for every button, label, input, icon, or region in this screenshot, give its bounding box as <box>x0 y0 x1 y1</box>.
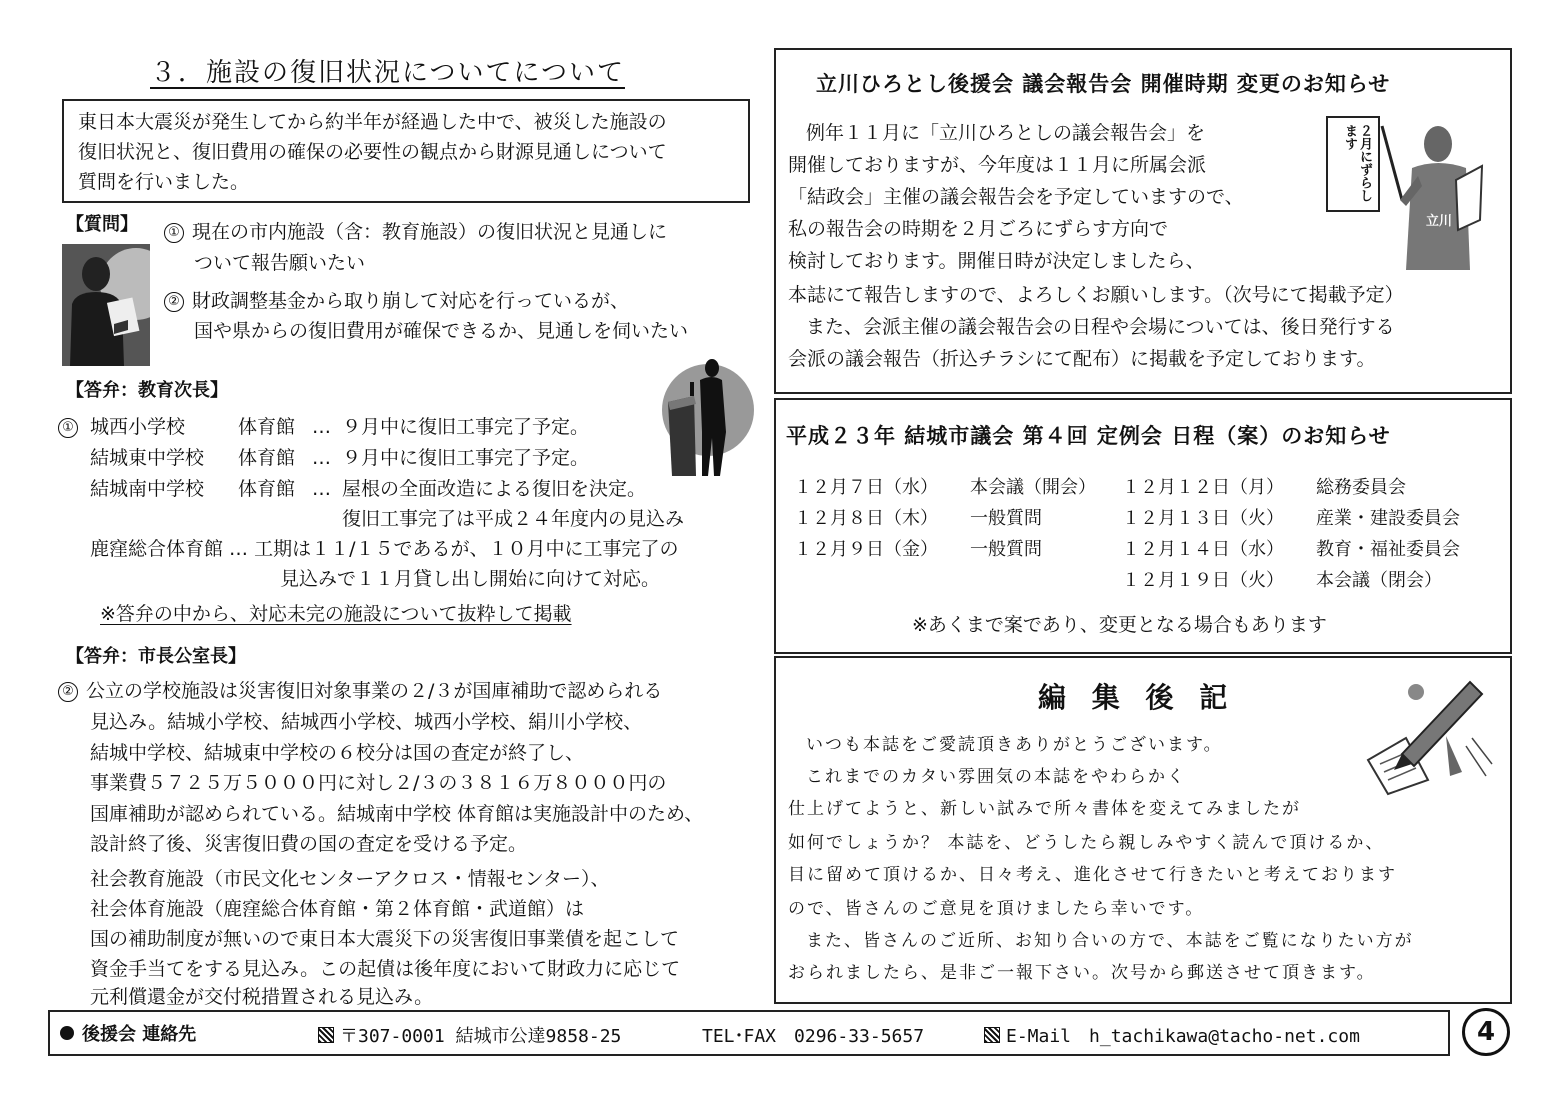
answer1-text: ９月中に復旧工事完了予定。 <box>342 447 590 469</box>
schedule-table <box>794 470 1460 594</box>
answer1-row <box>58 416 86 438</box>
answer1-text: 鹿窪総合体育館 … 工期は１１/１５であるが、１０月中に工事完了の <box>90 538 679 560</box>
presenter-figure-illustration <box>1374 120 1484 278</box>
editorial-line: 如何でしょうか？ 本誌を、どうしたら親しみやすく読んで頂けるか、 <box>788 833 1385 853</box>
answer2-text: 国の補助制度が無いので東日本大震災下の災害復旧事業債を起こして <box>90 928 680 950</box>
editorial-line: 目に留めて頂けるか、日々考え、進化させて行きたいと考えております <box>788 865 1398 885</box>
table-row <box>794 501 1460 532</box>
answer-number: ② <box>58 682 78 702</box>
speaker-podium-illustration <box>660 352 760 480</box>
intro-line: 復旧状況と、復旧費用の確保の必要性の観点から財源見通しについて <box>78 141 667 163</box>
notice-box <box>774 48 1512 394</box>
schedule-date: １２月１３日（火） <box>1122 507 1284 529</box>
answer2-text: 資金手当てをする見込み。この起債は後年度において財政力に応じて <box>90 958 681 980</box>
schedule-event: 一般質問 <box>970 507 1042 529</box>
schedule-title: 平成２３年 結城市議会 第４回 定例会 日程（案）のお知らせ <box>786 424 1391 448</box>
answer1-sep: … <box>312 447 331 469</box>
answer2-text: 公立の学校施設は災害復旧対象事業の２/３が国庫補助で認められる <box>86 680 663 702</box>
notice-line: 例年１１月に「立川ひろとしの議会報告会」を <box>806 122 1206 144</box>
answer2-text: 社会体育施設（鹿窪総合体育館・第２体育館・武道館）は <box>90 898 585 920</box>
editorial-line: また、皆さんのご近所、お知り合いの方で、本誌をご覧になりたい方が <box>806 931 1414 951</box>
answer1-school: 結城南中学校 <box>90 478 205 500</box>
schedule-event: 本会議（閉会） <box>1316 569 1442 591</box>
schedule-event: 一般質問 <box>970 538 1042 560</box>
notice-line: 開催しておりますが、今年度は１１月に所属会派 <box>788 154 1207 176</box>
question-number: ② <box>164 292 184 312</box>
answer2-text: 事業費５７２５万５０００円に対し２/３の３８１６万８０００円の <box>90 772 667 794</box>
table-row <box>794 470 1460 501</box>
notice-line: 本誌にて報告しますので、よろしくお願いします。（次号にて掲載予定） <box>788 284 1404 306</box>
answer2-text: 国庫補助が認められている。結城南中学校 体育館は実施設計中のため、 <box>90 803 704 825</box>
answer2-row <box>58 680 662 702</box>
sign-text: ２月にずらします <box>1342 124 1372 202</box>
answer1-label: 【答弁：教育次長】 <box>66 380 228 401</box>
answer1-school: 城西小学校 <box>90 416 186 438</box>
notice-line: 会派の議会報告（折込チラシにて配布）に掲載を予定しております。 <box>788 348 1376 370</box>
schedule-event: 産業・建設委員会 <box>1316 507 1460 529</box>
schedule-event <box>970 563 1122 594</box>
intro-box <box>62 99 750 203</box>
question-1 <box>164 221 667 243</box>
schedule-date: １２月１２日（月） <box>1122 476 1284 498</box>
question-number: ① <box>164 223 184 243</box>
footer-email[interactable]: E-Mail h_tachikawa@tacho-net.com <box>1006 1026 1360 1047</box>
schedule-event: 教育・福祉委員会 <box>1316 538 1460 560</box>
footer-email-wrap <box>984 1022 1360 1048</box>
schedule-note: ※あくまで案であり、変更となる場合もあります <box>912 614 1327 636</box>
editorial-box <box>774 656 1512 1004</box>
schedule-event: 本会議（開会） <box>970 476 1096 498</box>
notice-title: 立川ひろとし後援会 議会報告会 開催時期 変更のお知らせ <box>816 72 1391 96</box>
answer2-text: 設計終了後、災害復旧費の国の査定を受ける予定。 <box>90 833 528 855</box>
answer1-school: 結城東中学校 <box>90 447 205 469</box>
section-title: ３．施設の復旧状況についてについて <box>150 58 625 88</box>
question-text: 財政調整基金から取り崩して対応を行っているが、 <box>192 290 630 312</box>
answer1-sep: … <box>312 416 331 438</box>
figure-label: 立川 <box>1426 214 1453 229</box>
schedule-date: １２月１９日（火） <box>1122 569 1284 591</box>
hatched-square-icon <box>984 1027 1000 1043</box>
table-row <box>794 563 1460 594</box>
answer1-text: 見込みで１１月貸し出し開始に向けて対応。 <box>280 568 661 590</box>
answer2-label: 【答弁：市長公室長】 <box>66 646 246 667</box>
notice-line: また、会派主催の議会報告会の日程や会場については、後日発行する <box>806 316 1395 338</box>
footer-telfax: TEL･FAX 0296-33-5657 <box>702 1026 925 1047</box>
question-label: 【質問】 <box>66 214 138 235</box>
answer2-text: 結城中学校、結城東中学校の６校分は国の査定が終了し、 <box>90 742 585 764</box>
schedule-date: １２月９日（金） <box>794 538 938 560</box>
answer1-facility: 体育館 <box>238 478 296 500</box>
answer2-text: 社会教育施設（市民文化センターアクロス・情報センター）、 <box>90 868 610 890</box>
answer1-text: 復旧工事完了は平成２４年度内の見込み <box>342 508 685 530</box>
running-pen-illustration <box>1354 676 1494 796</box>
question-text: ついて報告願いたい <box>194 252 366 274</box>
editorial-line: いつも本誌をご愛読頂きありがとうございます。 <box>806 735 1223 755</box>
sign-board <box>1326 116 1380 212</box>
footer-postal-wrap <box>318 1022 621 1048</box>
intro-line: 東日本大震災が発生してから約半年が経過した中で、被災した施設の <box>78 111 667 133</box>
hatched-square-icon <box>318 1027 334 1043</box>
footer-contact-bar <box>48 1010 1450 1056</box>
editorial-line: ので、皆さんのご意見を頂けましたら幸いです。 <box>788 899 1205 919</box>
schedule-date: １２月８日（木） <box>794 507 938 529</box>
bullet-icon <box>60 1026 74 1040</box>
answer2-text: 見込み。結城小学校、結城西小学校、城西小学校、絹川小学校、 <box>90 711 643 733</box>
intro-line: 質問を行いました。 <box>78 171 250 193</box>
notice-line: 検討しております。開催日時が決定しましたら、 <box>788 250 1205 272</box>
question-text: 現在の市内施設（含：教育施設）の復旧状況と見通しに <box>192 221 668 243</box>
page-number: 4 <box>1462 1008 1510 1056</box>
editorial-title: 編 集 後 記 <box>1038 681 1236 714</box>
answer1-sep: … <box>312 478 331 500</box>
answer1-text: ９月中に復旧工事完了予定。 <box>342 416 590 438</box>
answer1-facility: 体育館 <box>238 447 296 469</box>
answer1-facility: 体育館 <box>238 416 296 438</box>
table-row <box>794 532 1460 563</box>
schedule-date: １２月７日（水） <box>794 476 938 498</box>
notice-line: 私の報告会の時期を２月ごろにずらす方向で <box>788 218 1169 240</box>
person-reading-illustration <box>62 244 150 366</box>
question-text: 国や県からの復旧費用が確保できるか、見通しを伺いたい <box>194 320 689 342</box>
schedule-box <box>774 398 1512 654</box>
editorial-line: おられましたら、是非ご一報下さい。次号から郵送させて頂きます。 <box>788 963 1376 983</box>
schedule-date: １２月１４日（水） <box>1122 538 1284 560</box>
answer-number: ① <box>58 418 78 438</box>
footer-label: 後援会 連絡先 <box>82 1024 197 1045</box>
editorial-line: これまでのカタい雰囲気の本誌をやわらかく <box>806 767 1186 787</box>
answer2-text: 元利償還金が交付税措置される見込み。 <box>90 986 434 1008</box>
editorial-line: 仕上げてようと、新しい試みで所々書体を変えてみましたが <box>788 799 1301 819</box>
footer-postal: 〒307-0001 結城市公達9858-25 <box>340 1026 622 1047</box>
schedule-event: 総務委員会 <box>1316 476 1406 498</box>
schedule-date <box>794 563 970 594</box>
footer-label-wrap <box>60 1020 196 1046</box>
notice-line: 「結政会」主催の議会報告会を予定していますので、 <box>788 186 1244 208</box>
answer1-text: 屋根の全面改造による復旧を決定。 <box>342 478 647 500</box>
answer1-note: ※答弁の中から、対応未完の施設について抜粋して掲載 <box>100 603 572 625</box>
question-2 <box>164 290 629 312</box>
